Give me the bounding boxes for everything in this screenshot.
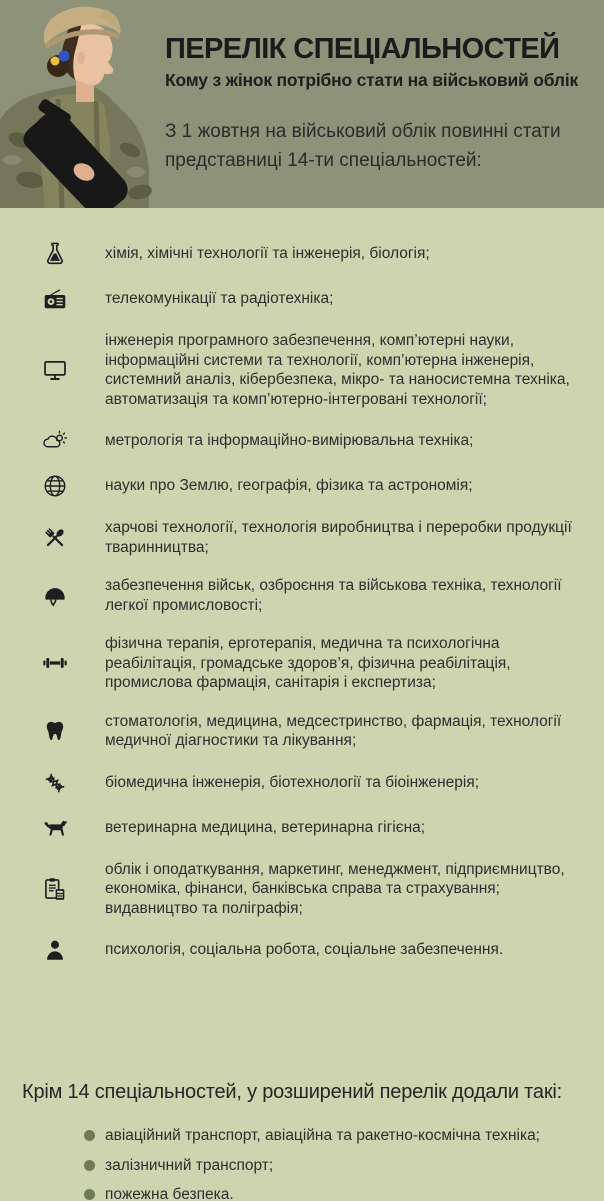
soldier-photo [0, 0, 175, 208]
specialty-text: хімія, хімічні технології та інженерія, біологія; [105, 245, 430, 263]
utensils-icon [42, 525, 68, 551]
specialty-text: ветеринарна медицина, ветеринарна гігієна; [105, 818, 426, 836]
cloud-sun-icon [42, 428, 68, 454]
row-icon [0, 815, 105, 841]
bullet-text: залізничний транспорт; [105, 1156, 274, 1174]
page-subtitle: Кому з жінок потрібно стати на військовий облік [165, 70, 579, 91]
header-text-block [165, 34, 595, 175]
intro-paragraph: З 1 жовтня на військовий облік повинні стати представниці 14-ти спеціальностей: [165, 121, 561, 171]
specialty-text: облік і оподаткування, маркетинг, менеджмент, підприємництво, економіка, фінанси, банківська справа та страхування; видавництво та поліграфія; [105, 860, 565, 917]
specialty-text: науки про Землю, географія, фізика та астрономія; [105, 477, 473, 495]
specialty-row [0, 518, 604, 557]
page-title: ПЕРЕЛІК СПЕЦІАЛЬНОСТЕЙ [165, 33, 560, 65]
specialty-text: метрологія та інформаційно-вимірювальна техніка; [105, 432, 474, 450]
person-icon [42, 937, 68, 963]
helmet-icon [42, 583, 68, 609]
specialty-row [0, 712, 604, 751]
monitor-icon [42, 357, 68, 383]
flask-icon [42, 241, 68, 267]
specialty-text: фізична терапія, ерготерапія, медична та психологічна реабілітація, громадське здоров’я, фізична реабілітація, промислова фармація, санітарія і експертиза; [105, 635, 511, 691]
globe-icon [42, 473, 68, 499]
row-icon [0, 770, 105, 796]
specialty-list [0, 208, 604, 963]
specialty-text: харчові технології, технологія виробництва і переробки продукції тваринництва; [105, 519, 572, 556]
extended-list-item [84, 1156, 604, 1176]
clipboard-calculator-icon [42, 876, 68, 902]
dog-icon [42, 815, 68, 841]
specialty-text: стоматологія, медицина, медсестринство, фармація, технології медичної діагностики та лікування; [105, 712, 562, 749]
row-icon [0, 583, 105, 609]
specialty-row [0, 428, 604, 454]
row-icon [0, 473, 105, 499]
specialty-text: забезпечення військ, озброєння та військова техніка, технології легкої промисловості; [105, 577, 562, 614]
specialty-row [0, 576, 604, 615]
specialty-row [0, 331, 604, 409]
extended-section [0, 1081, 604, 1201]
bullet-dot-icon [84, 1130, 95, 1141]
specialty-row [0, 937, 604, 963]
bullet-dot-icon [84, 1189, 95, 1200]
tooth-icon [42, 718, 68, 744]
extended-heading: Крім 14 спеціальностей, у розширений перелік додали такі: [22, 1081, 562, 1103]
header-band [0, 0, 604, 208]
dna-icon [42, 770, 68, 796]
specialty-text: біомедична інженерія, біотехнології та біоінженерія; [105, 773, 480, 791]
specialty-row [0, 241, 604, 267]
row-icon [0, 241, 105, 267]
row-icon [0, 357, 105, 383]
specialty-text: психологія, соціальна робота, соціальне забезпечення. [105, 941, 504, 959]
row-icon [0, 937, 105, 963]
extended-list-item [84, 1126, 604, 1146]
extended-list [22, 1126, 604, 1201]
row-icon [0, 286, 105, 312]
bullet-text: авіаційний транспорт, авіаційна та ракетно-космічна техніка; [105, 1127, 540, 1144]
row-icon [0, 525, 105, 551]
specialty-row [0, 860, 604, 919]
row-icon [0, 650, 105, 676]
specialty-text: інженерія програмного забезпечення, комп’ютерні науки, інформаційні системи та технології, комп’ютерна інженерія, системний аналіз, кібербезпека, мікро- та наносистемна техніка, автоматизація та комп’ютерно-інтегровані технології; [105, 332, 570, 408]
extended-list-item [84, 1185, 604, 1201]
dumbbell-icon [42, 650, 68, 676]
bullet-dot-icon [84, 1160, 95, 1171]
specialty-row [0, 473, 604, 499]
specialty-text: телекомунікації та радіотехніка; [105, 290, 334, 308]
specialty-row [0, 634, 604, 693]
bullet-text: пожежна безпека. [105, 1186, 234, 1201]
specialty-row [0, 286, 604, 312]
specialty-row [0, 770, 604, 796]
specialty-row [0, 815, 604, 841]
row-icon [0, 718, 105, 744]
row-icon [0, 876, 105, 902]
radio-icon [42, 286, 68, 312]
row-icon [0, 428, 105, 454]
